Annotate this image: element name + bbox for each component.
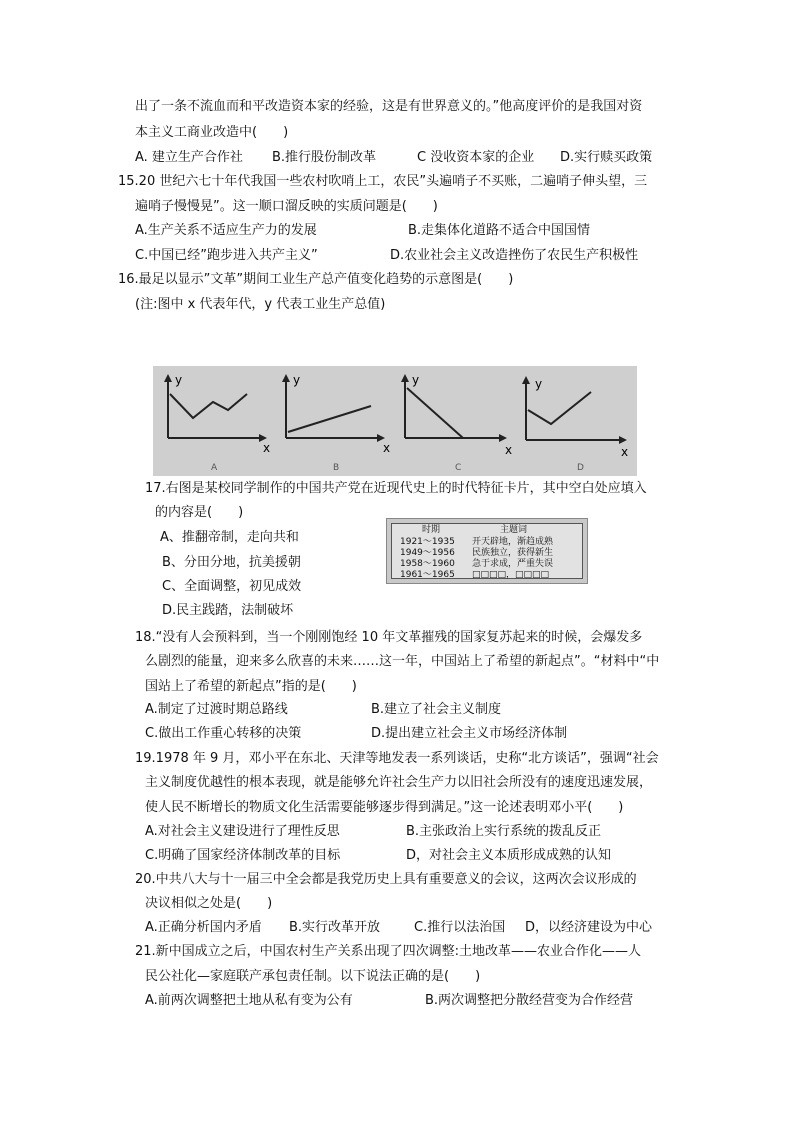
q14-text-line2: 本主义工商业改造中( ) bbox=[135, 125, 289, 140]
graph-a-y-arrow bbox=[164, 374, 172, 382]
q17-option-b[interactable]: B、分田分地，抗美援朝 bbox=[162, 555, 301, 570]
graph-c-x-arrow bbox=[499, 434, 507, 442]
q21-option-b[interactable]: B.两次调整把分散经营变为合作经营 bbox=[425, 993, 634, 1008]
q18-text-line1: 18.“没有人会预料到，当一个刚刚饱经 10 年文革摧残的国家复苏起来的时候，会爆发多 bbox=[135, 630, 643, 645]
q14-text-line1: 出了一条不流血而和平改造资本家的经验，这是有世界意义的。”他高度评价的是我国对资 bbox=[135, 99, 643, 114]
card-row bbox=[392, 559, 582, 570]
q15-option-c[interactable]: C.中国已经”跑步进入共产主义” bbox=[135, 248, 318, 263]
q19-text-line2: 主义制度优越性的根本表现，就是能够允许社会生产力以旧社会所没有的速度迅速发展， bbox=[145, 775, 653, 790]
graph-c-y-arrow bbox=[401, 374, 409, 382]
q19-text-line3: 使人民不断增长的物质文化生活需要能够逐步得到满足。”这一论述表明邓小平( ) bbox=[145, 800, 624, 815]
q18-text-line3: 国站上了希望的新起点”指的是( ) bbox=[145, 679, 357, 694]
q17-option-c[interactable]: C、全面调整，初见成效 bbox=[162, 579, 302, 594]
graph-c-y-label: y bbox=[412, 373, 420, 387]
q16-text-line2: (注:图中 x 代表年代，y 代表工业生产总值) bbox=[135, 297, 386, 312]
q17-option-a[interactable]: A、推翻帝制，走向共和 bbox=[160, 530, 299, 545]
q20-text-line1: 20.中共八大与十一届三中全会都是我党历史上具有重要意义的会议，这两次会议形成的 bbox=[135, 872, 637, 887]
card-row bbox=[392, 548, 582, 559]
q21-text-line1: 21.新中国成立之后，中国农村生产关系出现了四次调整:土地改革——农业合作化——人 bbox=[135, 944, 642, 959]
q15-option-d[interactable]: D.农业社会主义改造挫伤了农民生产积极性 bbox=[390, 248, 639, 263]
q15-option-a[interactable]: A.生产关系不适应生产力的发展 bbox=[135, 223, 317, 238]
graph-d-y-arrow bbox=[522, 376, 530, 384]
graph-b[interactable] bbox=[282, 373, 390, 473]
graph-b-y-label: y bbox=[293, 373, 301, 387]
graph-c-x-label: x bbox=[505, 443, 513, 457]
graph-a-x-label: x bbox=[263, 441, 271, 455]
q15-option-b[interactable]: B.走集体化道路不适合中国国情 bbox=[408, 223, 591, 238]
graph-b-curve bbox=[288, 406, 371, 432]
graph-a-label: A bbox=[211, 463, 218, 473]
graph-d-x-label: x bbox=[621, 445, 629, 459]
q19-text-line1: 19.1978 年 9 月，邓小平在东北、天津等地发表一系列谈话，史称“北方谈话”，强调“社会 bbox=[135, 751, 659, 766]
q14-option-b[interactable]: B.推行股份制改革 bbox=[272, 150, 377, 165]
q20-option-b[interactable]: B.实行改革开放 bbox=[289, 920, 381, 935]
q19-option-c[interactable]: C.明确了国家经济体制改革的目标 bbox=[145, 848, 341, 863]
card-row-period: 1921～1935 bbox=[400, 537, 455, 547]
graph-d-x-arrow bbox=[619, 436, 627, 444]
graph-a-curve bbox=[170, 394, 247, 418]
card-row-period: 1949～1956 bbox=[400, 548, 455, 558]
card-row bbox=[392, 537, 582, 548]
q16-graphs-svg bbox=[153, 366, 637, 476]
card-row-period: 1958～1960 bbox=[400, 559, 455, 569]
graph-d-y-label: y bbox=[535, 377, 543, 391]
q20-text-line2: 决议相似之处是( ) bbox=[145, 896, 273, 911]
q18-option-d[interactable]: D.提出建立社会主义市场经济体制 bbox=[371, 726, 568, 741]
q18-option-a[interactable]: A.制定了过渡时期总路线 bbox=[145, 702, 288, 717]
q17-text-line1: 17.右图是某校同学制作的中国共产党在近现代史上的时代特征卡片，其中空白处应填入 bbox=[145, 481, 647, 496]
graph-d-curve bbox=[528, 392, 591, 424]
q17-option-d[interactable]: D.民主践踏，法制破坏 bbox=[162, 603, 294, 618]
q19-option-a[interactable]: A.对社会主义建设进行了理性反思 bbox=[145, 824, 340, 839]
q15-text-line1: 15.20 世纪六七十年代我国一些农村吹哨上工，农民”头遍哨子不买账，二遍哨子伸头望，三 bbox=[118, 174, 648, 189]
q17-era-card bbox=[386, 518, 588, 584]
q18-text-line2: 么剧烈的能量，迎来多么欣喜的未来……这一年，中国站上了希望的新起点”。“材料中“中 bbox=[145, 654, 660, 669]
graph-a-y-label: y bbox=[175, 373, 183, 387]
q21-text-line2: 民公社化—家庭联产承包责任制。以下说法正确的是( ) bbox=[145, 969, 481, 984]
card-row-theme: □□□□，□□□□ bbox=[472, 570, 550, 580]
q18-option-b[interactable]: B.建立了社会主义制度 bbox=[371, 702, 502, 717]
q19-option-d[interactable]: D，对社会主义本质形成成熟的认知 bbox=[406, 848, 612, 863]
q20-option-a[interactable]: A.正确分析国内矛盾 bbox=[145, 920, 262, 935]
card-row-theme: 民族独立，获得新生 bbox=[472, 548, 554, 558]
q18-option-c[interactable]: C.做出工作重心转移的决策 bbox=[145, 726, 302, 741]
q17-text-line2: 的内容是( ) bbox=[155, 505, 244, 520]
q19-option-b[interactable]: B.主张政治上实行系统的拨乱反正 bbox=[406, 824, 602, 839]
graph-c[interactable] bbox=[401, 373, 512, 473]
graph-a[interactable] bbox=[164, 373, 270, 473]
graph-c-curve bbox=[407, 388, 463, 438]
q17-era-card-table bbox=[391, 523, 583, 579]
graph-d-label: D bbox=[577, 463, 584, 473]
graph-c-label: C bbox=[455, 463, 462, 473]
graph-b-label: B bbox=[333, 463, 340, 473]
graph-b-y-arrow bbox=[282, 374, 290, 382]
card-row-period: 1961～1965 bbox=[400, 570, 455, 580]
q14-option-a[interactable]: A. 建立生产合作社 bbox=[135, 150, 243, 165]
card-row bbox=[392, 570, 582, 581]
q14-option-d[interactable]: D.实行赎买政策 bbox=[560, 150, 653, 165]
card-row-theme: 开天辟地，渐趋成熟 bbox=[472, 537, 554, 547]
graph-b-x-label: x bbox=[383, 441, 391, 455]
q20-option-d[interactable]: D，以经济建设为中心 bbox=[525, 920, 653, 935]
graph-d[interactable] bbox=[522, 376, 628, 473]
card-row-theme: 急于求成，严重失误 bbox=[472, 559, 554, 569]
q16-graph-strip bbox=[153, 366, 637, 476]
q15-text-line2: 遍哨子慢慢晃”。这一顺口溜反映的实质问题是( ) bbox=[135, 199, 438, 214]
q21-option-a[interactable]: A.前两次调整把土地从私有变为公有 bbox=[145, 993, 353, 1008]
q14-option-c[interactable]: C 没收资本家的企业 bbox=[417, 150, 535, 165]
q20-option-c[interactable]: C.推行以法治国 bbox=[414, 920, 506, 935]
q16-text-line1: 16.最足以显示”文革”期间工业生产总产值变化趋势的示意图是( ) bbox=[118, 272, 514, 287]
card-header-period: 时期 bbox=[422, 525, 441, 535]
card-header-theme: 主题词 bbox=[500, 525, 528, 535]
card-header bbox=[392, 525, 582, 536]
